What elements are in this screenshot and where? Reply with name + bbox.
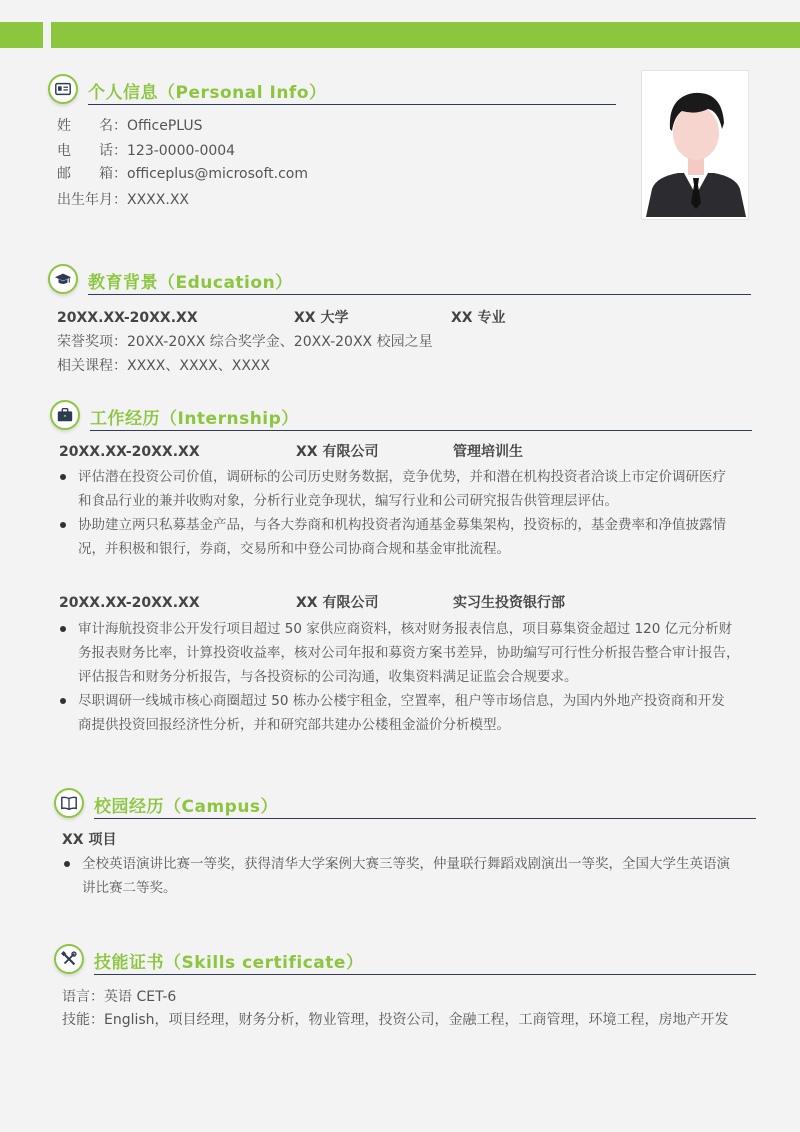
bullet-line: 审计海航投资非公开发行项目超过 50 家供应商资料，核对财务报表信息，项目募集资金超过 120 亿元分析财 <box>78 621 733 637</box>
top-accent-bar-right <box>51 22 800 48</box>
bullet-line: 全校英语演讲比赛一等奖，获得清华大学案例大赛三等奖，仲量联行舞蹈戏剧演出一等奖，全国大学生英语演 <box>82 856 730 872</box>
bullet-line: 商提供投资回报经济性分析，并和研究部共建办公楼租金溢价分析模型。 <box>78 717 510 733</box>
job-2-role: 实习生投资银行部 <box>453 595 565 611</box>
name-label: 姓 名： <box>57 118 127 134</box>
bullet-line: 评估报告和财务分析报告，与各投资标的公司沟通，收集资料满足证监会合规要求。 <box>78 669 578 685</box>
phone-row <box>57 141 235 161</box>
open-book-icon <box>54 788 84 818</box>
job-2-company: XX 有限公司 <box>296 595 379 611</box>
email-row <box>57 164 308 184</box>
section-divider <box>94 818 756 819</box>
job-1-company: XX 有限公司 <box>296 444 379 460</box>
bullet-line: 协助建立两只私募基金产品，与各大券商和机构投资者沟通基金募集架构，投资标的，基金费率和净值披露情 <box>78 517 726 533</box>
bullet-line: 况，并积极和银行，券商，交易所和中登公司协商合规和基金审批流程。 <box>78 541 510 557</box>
bullet-line: 和食品行业的兼并收购对象，分析行业竞争现状，编写行业和公司研究报告供管理层评估。 <box>78 493 618 509</box>
education-courses: 相关课程：XXXX、XXXX、XXXX <box>57 358 271 374</box>
phone-value: 123-0000-0004 <box>127 143 236 159</box>
name-value: OfficePLUS <box>127 118 203 134</box>
briefcase-icon <box>50 400 80 430</box>
email-label: 邮 箱： <box>57 166 127 182</box>
bullet-line: 务报表财务比率，计算投资收益率，核对公司年报和募资方案书差异，协助编写可行性分析报告整合审计报告， <box>78 645 740 661</box>
section-divider <box>90 430 752 431</box>
bullet-line: 尽职调研一线城市核心商圈超过 50 栋办公楼宇租金，空置率，租户等市场信息，为国内外地产投资商和开发 <box>78 693 725 709</box>
education-period: 20XX.XX-20XX.XX <box>57 310 198 326</box>
campus-bullet-1 <box>82 852 730 900</box>
campus-header <box>54 788 758 828</box>
job-2-bullet-2 <box>78 689 725 737</box>
skills-language: 语言：英语 CET-6 <box>62 989 177 1005</box>
section-title: 个人信息（Personal Info） <box>88 83 327 103</box>
section-title: 校园经历（Campus） <box>94 797 279 817</box>
job-1-role: 管理培训生 <box>453 444 523 460</box>
name-row <box>57 116 203 136</box>
education-header <box>48 264 758 304</box>
profile-photo <box>641 70 749 220</box>
skills-header <box>54 944 758 984</box>
job-1-period: 20XX.XX-20XX.XX <box>59 444 200 460</box>
email-value: officeplus@microsoft.com <box>127 166 308 182</box>
bullet-line: 讲比赛二等奖。 <box>82 880 177 896</box>
person-avatar-icon <box>642 71 749 220</box>
section-title: 教育背景（Education） <box>88 273 293 293</box>
section-divider <box>88 104 616 105</box>
bullet-line: 评估潜在投资公司价值，调研标的公司历史财务数据，竞争优势，并和潜在机构投资者洽谈上市定价调研医疗 <box>78 469 726 485</box>
job-1-bullet-2 <box>78 513 726 561</box>
section-title: 工作经历（Internship） <box>90 409 299 429</box>
section-title: 技能证书（Skills certificate） <box>94 953 364 973</box>
birth-label: 出生年月： <box>57 192 127 208</box>
tools-icon <box>54 944 84 974</box>
education-school: XX 大学 <box>294 310 349 326</box>
education-major: XX 专业 <box>451 310 506 326</box>
id-card-icon <box>48 74 78 104</box>
skills-list: 技能：English，项目经理，财务分析，物业管理，投资公司，金融工程，工商管理，环境工程，房地产开发 <box>62 1012 729 1028</box>
graduation-cap-icon <box>48 264 78 294</box>
phone-label: 电 话： <box>57 143 127 159</box>
birth-row <box>57 190 189 210</box>
birth-value: XXXX.XX <box>127 192 189 208</box>
job-2-bullet-1 <box>78 617 740 689</box>
section-divider <box>94 974 756 975</box>
job-1-bullet-1 <box>78 465 726 513</box>
section-divider <box>88 294 751 295</box>
campus-project: XX 项目 <box>62 832 117 848</box>
education-honors: 荣誉奖项：20XX-20XX 综合奖学金、20XX-20XX 校园之星 <box>57 334 433 350</box>
work-header <box>50 400 760 440</box>
personal-info-header <box>48 74 618 114</box>
job-2-period: 20XX.XX-20XX.XX <box>59 595 200 611</box>
top-accent-bar-left <box>0 22 43 48</box>
